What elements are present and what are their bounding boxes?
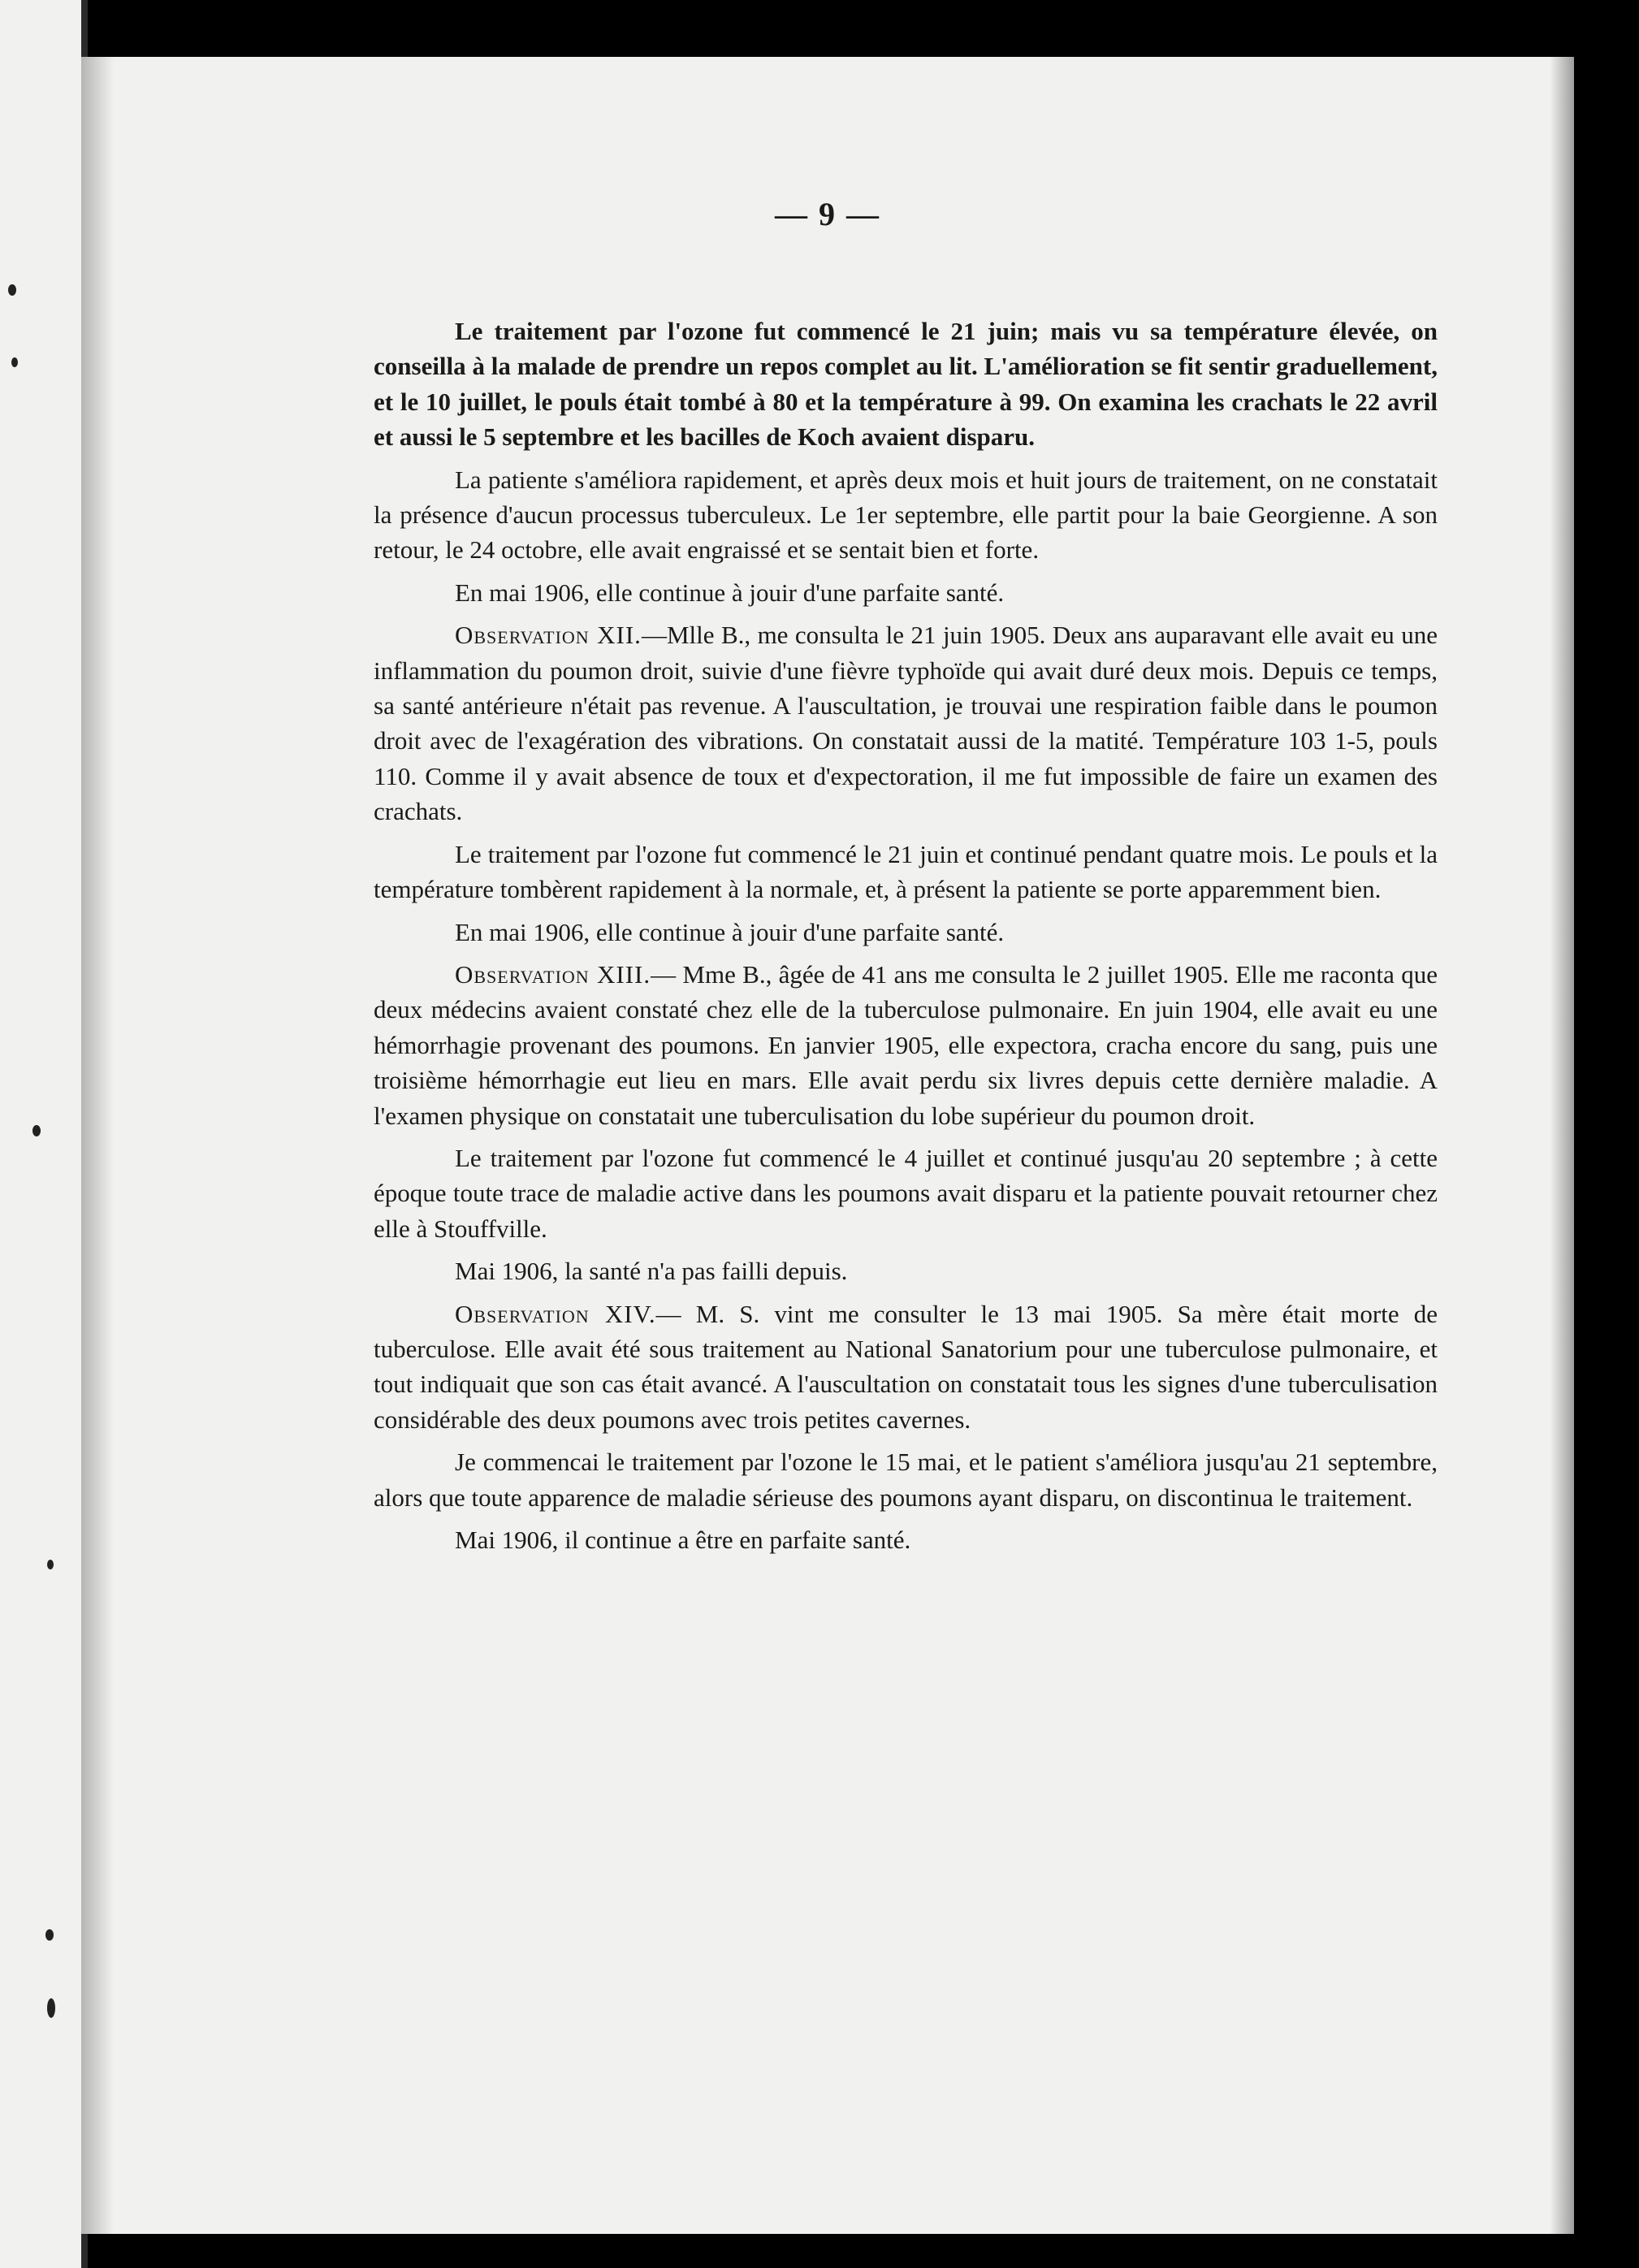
observation-label: Observation XIV.: [455, 1299, 656, 1328]
paragraph-text: — Mme B., âgée de 41 ans me consulta le 2 juillet 1905. Elle me raconta que deux médecins avaient constaté chez elle de la tuberculose pulmonaire. En juin 1904, elle avait eu une hémorrhagie provenant des poumons. En janvier 1905, elle expectora, cracha encore du sang, puis une troisième hémorrhagie eut lieu en mars. Elle avait perdu six livres depuis cette dernière maladie. A l'examen physique on constatait une tuberculisation du lobe supérieur du poumon droit.: [374, 959, 1438, 1130]
body-text: [374, 314, 1438, 1565]
paragraph: [374, 1522, 1438, 1557]
paragraph: [374, 575, 1438, 610]
paragraph: [374, 1296, 1438, 1438]
paragraph: [374, 617, 1438, 829]
left-page-margin: [0, 0, 81, 2268]
paragraph-text: Le traitement par l'ozone fut commencé le 21 juin et continué pendant quatre mois. Le pouls et la température tombèrent rapidement à la normale, et, à présent la patiente se porte apparemment bien.: [374, 839, 1438, 904]
page-shadow-right: [1550, 57, 1574, 2234]
paragraph: [374, 1444, 1438, 1515]
margin-speck: [45, 1929, 54, 1941]
paragraph-text: Je commencai le traitement par l'ozone le 15 mai, et le patient s'améliora jusqu'au 21 septembre, alors que toute apparence de maladie sérieuse des poumons ayant disparu, on discontinua le traitement.: [374, 1448, 1438, 1512]
paragraph-text: En mai 1906, elle continue à jouir d'une parfaite santé.: [455, 917, 1005, 946]
paragraph: [374, 837, 1438, 907]
paragraph: [374, 957, 1438, 1133]
page-number: — 9 —: [775, 196, 880, 232]
paragraph-text: Le traitement par l'ozone fut commencé le 4 juillet et continué jusqu'au 20 septembre ; à cette époque toute trace de maladie active dans les poumons avait disparu et la patiente pouvait retourner chez elle à Stouffville.: [374, 1143, 1438, 1243]
page-shadow-left: [81, 57, 114, 2234]
margin-speck: [11, 357, 18, 367]
paragraph: [374, 1140, 1438, 1246]
margin-speck: [47, 1998, 55, 2018]
paragraph-text: Mai 1906, il continue a être en parfaite santé.: [455, 1526, 911, 1554]
observation-label: Observation XII.: [455, 621, 642, 650]
paragraph-text: —Mlle B., me consulta le 21 juin 1905. Deux ans auparavant elle avait eu une inflammation du poumon droit, suivie d'une fièvre typhoïde qui avait duré deux mois. Depuis ce temps, sa santé antérieure n'était pas revenue. A l'auscultation, je trouvai une respiration faible dans le poumon droit avec de l'exagération des vibrations. On constatait aussi de la matité. Température 103 1-5, pouls 110. Comme il y avait absence de toux et d'expectoration, il me fut impossible de faire un examen des crachats.: [374, 621, 1438, 826]
paragraph: [374, 462, 1438, 568]
margin-speck: [8, 284, 16, 296]
paragraph-text: Le traitement par l'ozone fut commencé le 21 juin; mais vu sa température élevée, on conseilla à la malade de prendre un repos complet au lit. L'amélioration se fit sentir graduellement, et le 10 juillet, le pouls était tombé à 80 et la température à 99. On examina les crachats le 22 avril et aussi le 5 septembre et les bacilles de Koch avaient disparu.: [374, 317, 1438, 452]
margin-speck: [47, 1560, 54, 1569]
paragraph-text: Mai 1906, la santé n'a pas failli depuis.: [455, 1257, 848, 1286]
paragraph-text: La patiente s'améliora rapidement, et après deux mois et huit jours de traitement, on ne constatait la présence d'aucun processus tuberculeux. Le 1er septembre, elle partit pour la baie Georgienne. A son retour, le 24 octobre, elle avait engraissé et se sentait bien et forte.: [374, 465, 1438, 565]
paragraph-text: En mai 1906, elle continue à jouir d'une parfaite santé.: [455, 578, 1005, 607]
paragraph: [374, 314, 1438, 455]
observation-label: Observation XIII.: [455, 959, 651, 989]
margin-speck: [32, 1125, 41, 1136]
paragraph: [374, 915, 1438, 950]
paragraph: [374, 1253, 1438, 1288]
book-page: [81, 57, 1574, 2234]
paragraph-text: — M. S. vint me consulter le 13 mai 1905. Sa mère était morte de tuberculose. Elle avait été sous traitement au National Sanatorium pour une tuberculose pulmonaire, et tout indiquait que son cas était avancé. A l'auscultation on constatait tous les signes d'une tuberculisation considérable des deux poumons avec trois petites cavernes.: [374, 1299, 1438, 1434]
